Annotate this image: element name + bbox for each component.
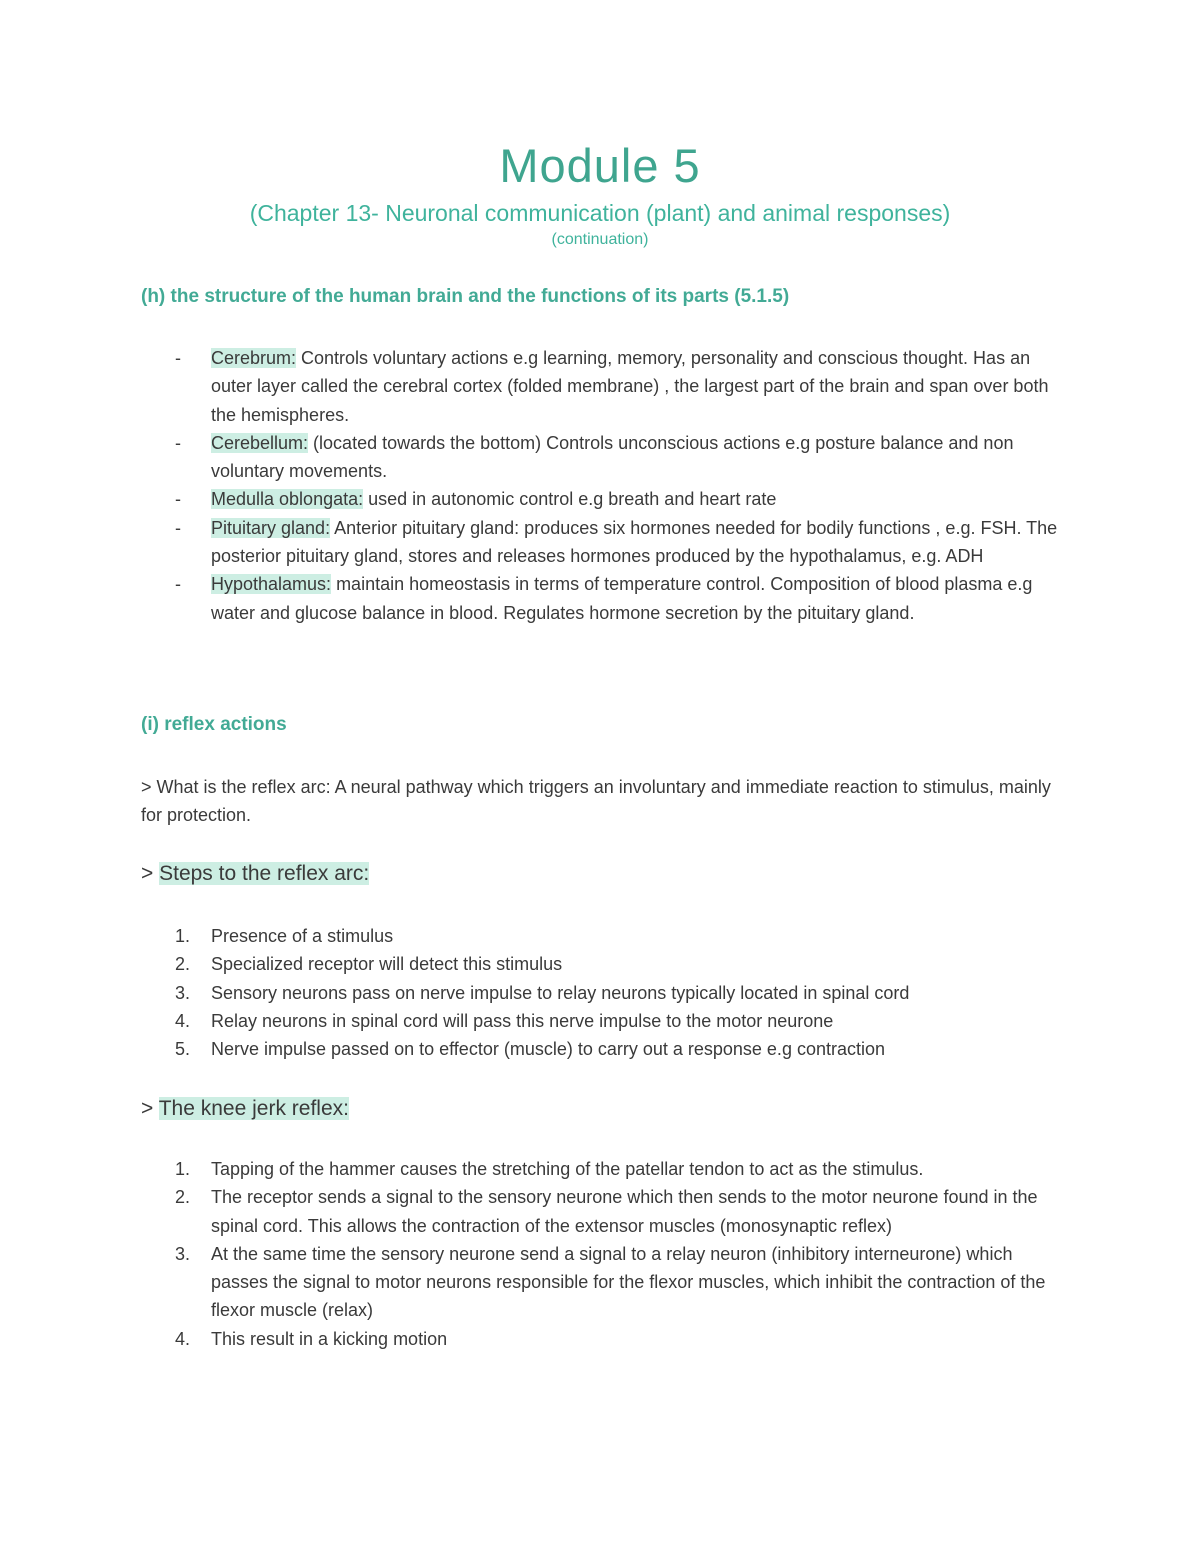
term-highlight: Hypothalamus:: [211, 574, 332, 595]
reflex-arc-definition: > What is the reflex arc: A neural pathway which triggers an involuntary and immediate reaction to stimulus, mainly for protection.: [141, 777, 1051, 826]
term-description: Controls voluntary actions e.g learning, memory, personality and conscious thought. Has an outer layer called the cerebral cortex (folded membrane) , the largest part of the brain and span over both the hemispheres.: [211, 348, 1049, 425]
term-description: (located towards the bottom) Controls unconscious actions e.g posture balance and non voluntary movements.: [211, 432, 1014, 482]
steps-heading-text: Steps to the reflex arc:: [159, 862, 370, 885]
list-item-text: Presence of a stimulus: [211, 926, 394, 946]
dash-bullet: -: [175, 348, 181, 368]
list-item-text: Sensory neurons pass on nerve impulse to relay neurons typically located in spinal cord: [211, 982, 910, 1003]
list-item: [141, 429, 1071, 486]
list-item: [141, 1240, 1071, 1325]
section-i-heading: (i) reflex actions: [141, 714, 287, 735]
list-number: 4.: [175, 1328, 191, 1349]
dash-bullet: -: [175, 574, 181, 595]
list-item-text: The receptor sends a signal to the sensory neurone which then sends to the motor neurone found in the spinal cord. This allows the contraction of the extensor muscles (monosynaptic reflex): [211, 1187, 1038, 1236]
knee-jerk-heading: [141, 1097, 349, 1121]
term-highlight: Cerebrum:: [211, 348, 297, 368]
list-number: 1.: [175, 926, 191, 946]
list-number: 1.: [175, 1159, 191, 1179]
list-item-text: Specialized receptor will detect this stimulus: [211, 954, 563, 975]
page-title: Module 5: [499, 139, 701, 192]
list-item-text: Nerve impulse passed on to effector (muscle) to carry out a response e.g contraction: [211, 1039, 885, 1060]
brain-parts-list: [141, 344, 1071, 627]
term-highlight: Medulla oblongata:: [211, 489, 364, 510]
list-number: 4.: [175, 1010, 191, 1031]
knee-heading-text: The knee jerk reflex:: [158, 1097, 349, 1120]
term-description: maintain homeostasis in terms of temperature control. Composition of blood plasma e.g water and glucose balance in blood. Regulates hormone secretion by the pituitary gland.: [211, 574, 1033, 623]
list-item: [141, 485, 1071, 513]
list-item: [141, 922, 1071, 950]
list-item: [141, 344, 1071, 429]
continuation-note: (continuation): [551, 231, 649, 248]
list-item: [141, 570, 1071, 627]
list-item: [141, 1325, 1071, 1353]
section-h-heading: (h) the structure of the human brain and the functions of its parts (5.1.5): [141, 286, 790, 307]
steps-prefix: >: [141, 862, 160, 885]
list-item: [141, 1007, 1071, 1035]
list-item: [141, 1183, 1071, 1240]
dash-bullet: -: [175, 432, 181, 453]
list-number: 3.: [175, 1243, 191, 1264]
list-item: [141, 979, 1071, 1007]
list-item-text: Relay neurons in spinal cord will pass this nerve impulse to the motor neurone: [211, 1010, 834, 1031]
list-item-text: At the same time the sensory neurone send a signal to a relay neuron (inhibitory interneurone) which passes the signal to motor neurons responsible for the flexor muscles, which inhibit the contraction of the flexor muscle (relax): [211, 1243, 1046, 1321]
list-item: [141, 1155, 1071, 1183]
list-number: 5.: [175, 1039, 191, 1060]
term-description: Anterior pituitary gland: produces six hormones needed for bodily functions , e.g. FSH. The posterior pituitary gland, stores and releases hormones produced by the hypothalamus, e.g. ADH: [211, 517, 1058, 567]
term-highlight: Pituitary gland:: [211, 517, 331, 538]
list-item: [141, 514, 1071, 571]
list-number: 2.: [175, 1187, 191, 1208]
knee-jerk-steps-list: [141, 1155, 1071, 1353]
knee-prefix: >: [141, 1097, 159, 1120]
list-item: [141, 1035, 1071, 1063]
term-highlight: Cerebellum:: [211, 432, 309, 453]
reflex-steps-list: [141, 922, 1071, 1063]
list-number: 2.: [175, 954, 191, 975]
steps-heading: [141, 862, 369, 886]
list-item-text: Tapping of the hammer causes the stretching of the patellar tendon to act as the stimulus.: [211, 1159, 924, 1179]
term-description: used in autonomic control e.g breath and heart rate: [363, 489, 777, 510]
dash-bullet: -: [175, 517, 181, 538]
dash-bullet: -: [175, 489, 181, 510]
page-subtitle: (Chapter 13- Neuronal communication (plant) and animal responses): [249, 200, 951, 226]
list-item-text: This result in a kicking motion: [211, 1328, 448, 1349]
list-number: 3.: [175, 982, 191, 1003]
list-item: [141, 950, 1071, 978]
